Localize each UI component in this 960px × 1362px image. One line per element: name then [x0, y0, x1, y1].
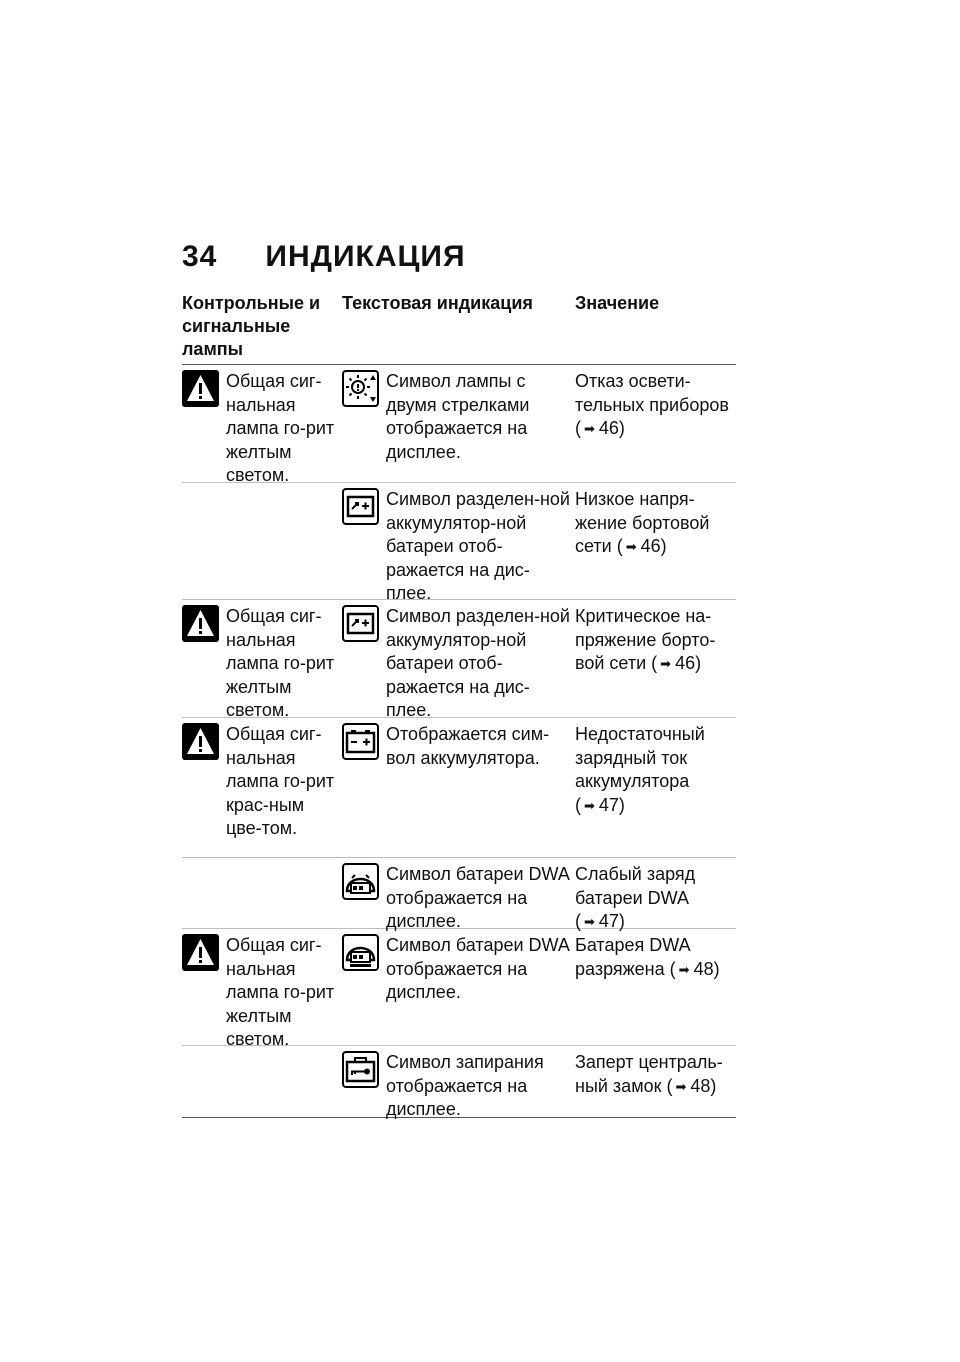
lamp-text: Общая сиг-нальная лампа го-рит желтым светом. [226, 606, 335, 720]
table-row [182, 600, 736, 718]
lamp-text: Общая сиг-нальная лампа го-рит крас-ным цве-том. [226, 724, 335, 838]
meaning-cell [575, 365, 736, 482]
table-row [182, 929, 736, 1049]
dwa-battery-empty-icon [342, 934, 379, 971]
page-reference[interactable]: ( ➡ 48) [670, 959, 720, 979]
reference-arrow-icon: ➡ [678, 961, 690, 977]
display-cell [342, 929, 575, 1045]
meaning-cell [575, 600, 736, 717]
lamp-cell [182, 858, 342, 928]
display-text: Символ разделен-ной аккумулятор-ной батареи отоб-ражается на дис-плее. [386, 606, 570, 720]
warning-triangle-icon [182, 605, 219, 642]
table-header [182, 292, 736, 365]
display-cell [342, 1046, 575, 1117]
lamp-cell [182, 929, 342, 1049]
table-row [182, 483, 736, 603]
table-row [182, 365, 736, 483]
meaning-cell [575, 1046, 736, 1117]
reference-arrow-icon: ➡ [584, 914, 595, 929]
display-text: Отображается сим-вол аккумулятора. [386, 724, 550, 768]
meaning-cell [575, 718, 736, 857]
meaning-text: Критическое на-пряжение борто-вой сети [575, 606, 716, 673]
indicator-table [182, 292, 736, 1118]
page-reference[interactable]: ( ➡ 47) [575, 795, 625, 815]
display-text: Символ лампы с двумя стрелками отображается на дисплее. [386, 371, 530, 462]
meaning-cell [575, 858, 736, 931]
battery-crossed-icon [342, 488, 379, 525]
meaning-text: Недостаточный зарядный ток аккумулятора [575, 724, 705, 791]
lamp-cell [182, 600, 342, 720]
reference-arrow-icon: ➡ [584, 421, 595, 436]
meaning-text: Низкое напря-жение бортовой сети [575, 489, 710, 556]
dwa-battery-icon [342, 863, 379, 900]
header-meaning: Значение [575, 293, 660, 313]
reference-arrow-icon: ➡ [675, 1078, 687, 1094]
display-text: Символ батареи DWA отображается на дисплее. [386, 864, 569, 931]
page-reference[interactable]: ( ➡ 46) [575, 418, 625, 438]
lamp-cell [182, 1046, 342, 1117]
battery-icon [342, 723, 379, 760]
meaning-text: Батарея DWA разряжена [575, 935, 690, 979]
key-lock-icon [342, 1051, 379, 1088]
meaning-text: Слабый заряд батареи DWA [575, 864, 696, 908]
page-reference[interactable]: ( ➡ 46) [617, 536, 667, 556]
meaning-cell [575, 483, 736, 599]
lamp-text: Общая сиг-нальная лампа го-рит желтым светом. [226, 935, 335, 1049]
chapter-title: ИНДИКАЦИЯ [265, 240, 466, 273]
reference-arrow-icon: ➡ [660, 656, 672, 671]
meaning-text: Заперт централь-ный замок [575, 1052, 723, 1096]
lamp-cell [182, 483, 342, 599]
lamp-with-arrows-icon [342, 370, 379, 407]
meaning-text: Отказ освети-тельных приборов [575, 371, 729, 415]
battery-crossed-icon [342, 605, 379, 642]
meaning-cell [575, 929, 736, 1045]
warning-triangle-icon [182, 370, 219, 407]
page-header [182, 240, 466, 274]
page-reference[interactable]: ( ➡ 48) [666, 1076, 716, 1096]
display-text: Символ батареи DWA отображается на дисплее. [386, 935, 569, 1002]
table-row [182, 1046, 736, 1118]
lamp-text: Общая сиг-нальная лампа го-рит желтым светом. [226, 371, 335, 485]
display-text: Символ запирания отображается на дисплее. [386, 1052, 544, 1119]
page-number: 34 [182, 240, 218, 273]
display-text: Символ разделен-ной аккумулятор-ной батареи отоб-ражается на дис-плее. [386, 489, 570, 603]
header-lamps: Контрольные и сигнальные лампы [182, 293, 321, 359]
header-text-display: Текстовая индикация [342, 293, 533, 313]
warning-triangle-icon [182, 934, 219, 971]
warning-triangle-icon [182, 723, 219, 760]
display-cell [342, 600, 575, 720]
page-reference[interactable]: ( ➡ 47) [575, 911, 625, 931]
display-cell [342, 483, 575, 603]
table-row [182, 718, 736, 858]
lamp-cell [182, 718, 342, 857]
reference-arrow-icon: ➡ [584, 797, 595, 813]
reference-arrow-icon: ➡ [625, 539, 637, 554]
page-reference[interactable]: ( ➡ 46) [651, 653, 701, 673]
table-row [182, 858, 736, 929]
display-cell [342, 858, 575, 931]
lamp-cell [182, 365, 342, 485]
display-cell [342, 365, 575, 482]
display-cell [342, 718, 575, 857]
